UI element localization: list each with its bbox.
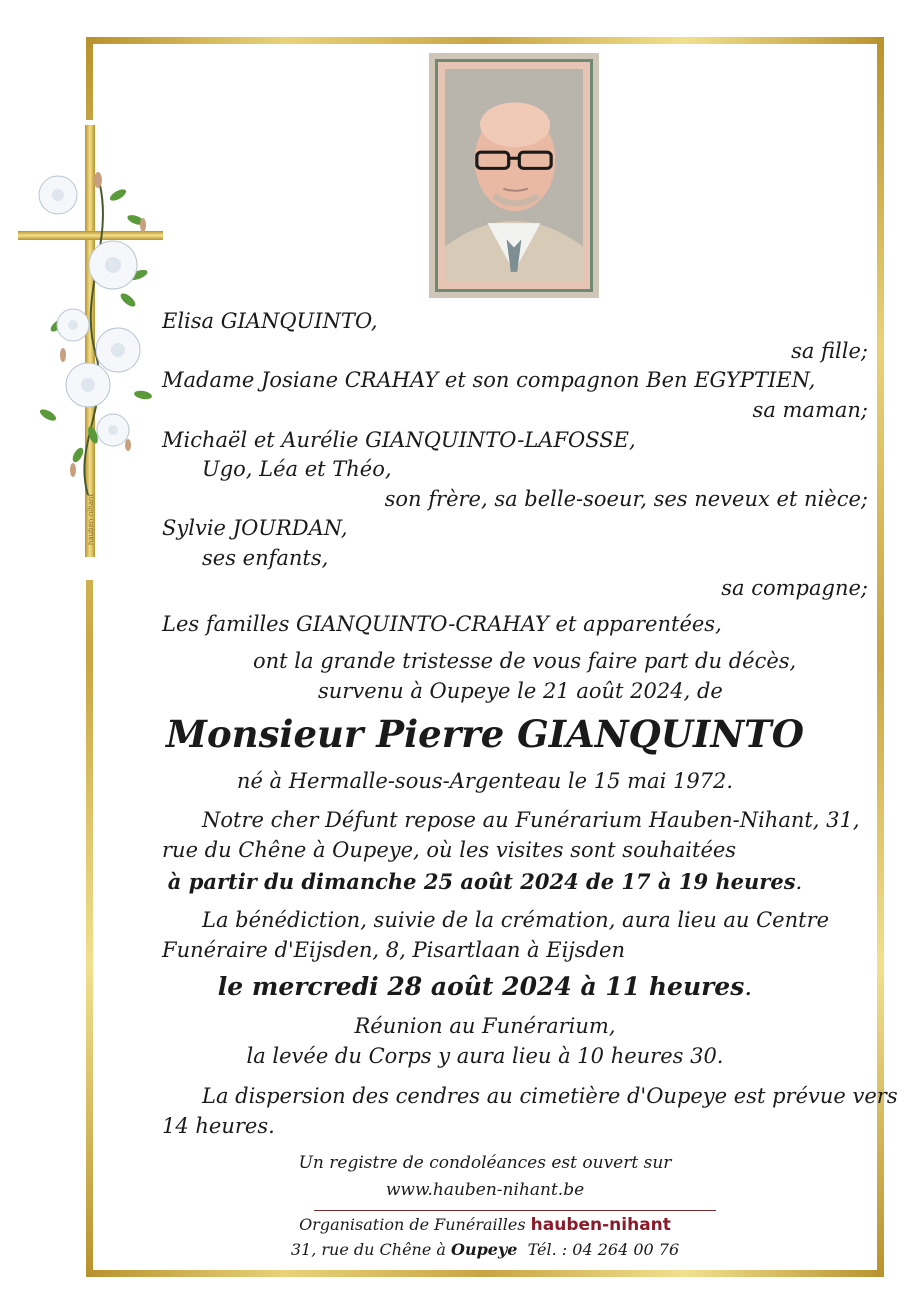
portrait-frame <box>429 53 599 298</box>
family-role-3: son frère, sa belle-soeur, ses neveux et nièce; <box>384 487 868 511</box>
announcement-line-1: ont la grande tristesse de vous faire part du décès, <box>253 649 797 673</box>
brand-logo: hauben-nihant <box>530 1215 671 1235</box>
visitation-when-text: à partir du dimanche 25 août 2024 de 17 à 19 heures <box>167 869 796 894</box>
ceremony-line-2: Funéraire d'Eijsden, 8, Pisartlaan à Eijsden <box>162 938 625 962</box>
visitation-line-1: Notre cher Défunt repose au Funérarium Hauben-Nihant, 31, <box>202 808 860 832</box>
ceremony-dot: . <box>744 972 753 1001</box>
dispersion-line-1: La dispersion des cendres au cimetière d'Oupeye est prévue vers <box>202 1084 898 1108</box>
family-line-1: Elisa GIANQUINTO, <box>162 309 378 333</box>
dispersion-line-2: 14 heures. <box>162 1114 275 1138</box>
footer-separator <box>314 1210 716 1211</box>
family-line-2: Madame Josiane CRAHAY et son compagnon Ben EGYPTIEN, <box>162 368 816 392</box>
announcement-line-2: survenu à Oupeye le 21 août 2024, de <box>318 679 723 703</box>
visitation-line-2: rue du Chêne à Oupeye, où les visites sont souhaitées <box>162 838 737 862</box>
ceremony-line-1: La bénédiction, suivie de la crémation, aura lieu au Centre <box>202 908 830 932</box>
family-role-4: sa compagne; <box>721 576 868 600</box>
footer-phone: Tél. : 04 264 00 76 <box>527 1240 680 1259</box>
family-line-7: Les familles GIANQUINTO-CRAHAY et apparentées, <box>162 612 722 636</box>
family-line-3: Michaël et Aurélie GIANQUINTO-LAFOSSE, <box>162 428 636 452</box>
portrait-mat <box>435 59 593 292</box>
portrait-photo <box>445 69 583 282</box>
frame-top-border <box>86 37 884 44</box>
ceremony-when <box>93 974 877 999</box>
ceremony-line-4: la levée du Corps y aura lieu à 10 heures 30. <box>246 1044 724 1068</box>
frame-bottom-border <box>86 1270 884 1277</box>
visitation-dot: . <box>795 870 803 894</box>
ceremony-when-text: le mercredi 28 août 2024 à 11 heures <box>217 972 745 1001</box>
footer-address-city: Oupeye <box>451 1240 518 1259</box>
visitation-when <box>93 871 877 893</box>
deceased-name: Monsieur Pierre GIANQUINTO <box>166 712 804 756</box>
footer-address <box>93 1242 877 1258</box>
registry-url[interactable]: www.hauben-nihant.be <box>385 1180 585 1200</box>
footer-org-label: Organisation de Funérailles <box>299 1215 526 1234</box>
cross-mark: hauben-nihant <box>87 493 95 545</box>
registry-line: Un registre de condoléances est ouvert sur <box>298 1153 672 1173</box>
family-line-4: Ugo, Léa et Théo, <box>202 457 392 481</box>
family-line-5: Sylvie JOURDAN, <box>162 516 348 540</box>
ceremony-line-3: Réunion au Funérarium, <box>354 1014 616 1038</box>
footer-organisation <box>93 1217 877 1234</box>
family-role-2: sa maman; <box>752 398 868 422</box>
family-line-6: ses enfants, <box>202 546 329 570</box>
family-role-1: sa fille; <box>791 339 868 363</box>
footer-address-street: 31, rue du Chêne à <box>290 1240 452 1259</box>
cross-with-flowers-icon <box>18 125 168 565</box>
birth-line: né à Hermalle-sous-Argenteau le 15 mai 1972. <box>236 769 734 793</box>
